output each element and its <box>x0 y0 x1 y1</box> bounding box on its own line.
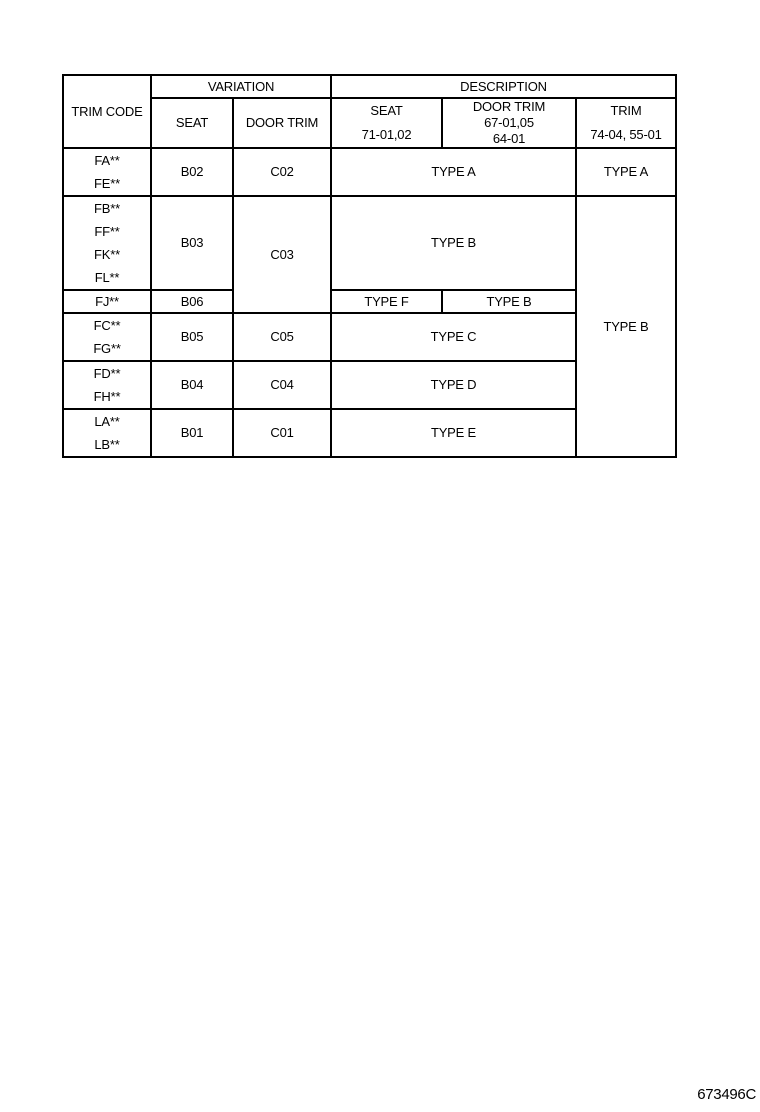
header-description-door-trim-code: 67-01,05 <box>484 115 534 130</box>
seat-variation-cell: B02 <box>151 148 233 196</box>
header-variation-door-trim: DOOR TRIM <box>233 98 331 148</box>
header-variation: VARIATION <box>151 75 331 98</box>
door-trim-variation-cell: C03 <box>233 196 331 313</box>
figure-number: 673496C <box>697 1086 756 1103</box>
trim-code: FH** <box>93 389 121 404</box>
header-description-trim-code: 74-04, 55-01 <box>590 127 662 142</box>
table-row <box>63 148 676 196</box>
seat-variation-cell: B05 <box>151 313 233 361</box>
header-description-trim-label: TRIM <box>610 103 642 118</box>
seat-variation-cell: B01 <box>151 409 233 457</box>
trim-code: FG** <box>93 341 121 356</box>
trim-description-cell: TYPE B <box>576 196 676 457</box>
table-row <box>63 196 676 290</box>
trim-code-cell <box>63 313 151 361</box>
seat-variation-cell: B03 <box>151 196 233 290</box>
trim-code-cell <box>63 361 151 409</box>
trim-code-cell <box>63 148 151 196</box>
door-trim-description-cell: TYPE B <box>442 290 576 313</box>
header-variation-seat: SEAT <box>151 98 233 148</box>
trim-code-cell: FJ** <box>63 290 151 313</box>
trim-code-table <box>62 74 677 458</box>
header-description-seat-label: SEAT <box>370 103 403 118</box>
description-cell: TYPE C <box>331 313 576 361</box>
trim-code: FK** <box>94 247 120 262</box>
description-cell: TYPE A <box>331 148 576 196</box>
seat-variation-cell: B06 <box>151 290 233 313</box>
door-trim-variation-cell: C05 <box>233 313 331 361</box>
header-description-door-trim <box>442 98 576 148</box>
trim-code: FL** <box>94 270 120 285</box>
header-description-door-trim-label: DOOR TRIM <box>472 99 546 114</box>
door-trim-variation-cell: C01 <box>233 409 331 457</box>
description-cell: TYPE D <box>331 361 576 409</box>
header-description-seat <box>331 98 442 148</box>
trim-code: FA** <box>94 153 120 168</box>
seat-description-cell: TYPE F <box>331 290 442 313</box>
door-trim-variation-cell: C04 <box>233 361 331 409</box>
trim-description-cell: TYPE A <box>576 148 676 196</box>
header-trim-code: TRIM CODE <box>63 75 151 148</box>
description-cell: TYPE B <box>331 196 576 290</box>
trim-code: FD** <box>93 366 121 381</box>
trim-code: LB** <box>94 437 120 452</box>
trim-code: FF** <box>94 224 120 239</box>
trim-code: FE** <box>94 176 120 191</box>
seat-variation-cell: B04 <box>151 361 233 409</box>
trim-code: FC** <box>93 318 121 333</box>
header-description-seat-code: 71-01,02 <box>361 127 412 142</box>
header-description-trim <box>576 98 676 148</box>
trim-code: FB** <box>94 201 120 216</box>
trim-code-cell <box>63 196 151 290</box>
trim-code-cell <box>63 409 151 457</box>
header-description: DESCRIPTION <box>331 75 676 98</box>
door-trim-variation-cell: C02 <box>233 148 331 196</box>
header-description-door-trim-code: 64-01 <box>492 131 526 146</box>
description-cell: TYPE E <box>331 409 576 457</box>
trim-code: LA** <box>94 414 120 429</box>
